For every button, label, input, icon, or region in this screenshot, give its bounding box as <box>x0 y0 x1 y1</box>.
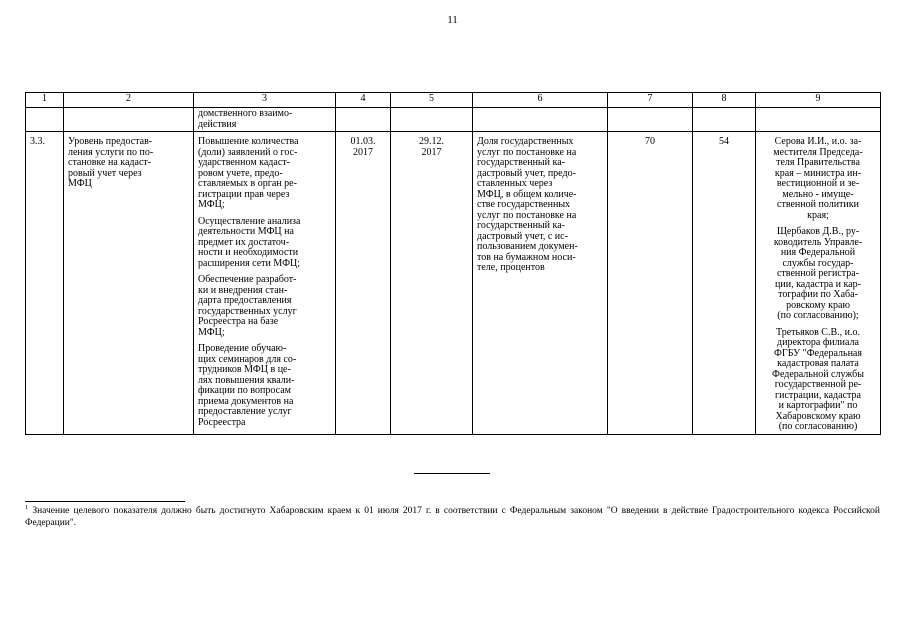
indicator-name: Уровень предостав- ления услуги по по- становке на кадаст- ровый учет через МФЦ <box>64 132 194 435</box>
table-row <box>26 132 881 435</box>
footnote-text: Значение целевого показателя должно быть достигнуто Хабаровским краем к 01 июля 2017 г. в соответствии с Федеральным законом "О введении в действие Градостроительного кодекса Российской Федерации". <box>25 506 881 528</box>
header-cell-3: 3 <box>194 93 336 108</box>
start-date: 01.03. 2017 <box>336 132 391 435</box>
footnote-marker: 1 <box>25 503 29 511</box>
responsible-person: Щербаков Д.В., ру- ководитель Управле- ния Федеральной службы государ- ственной регистра- ции, кадастра и кар- тографии по Хаба- ровскому краю (по согласованию); <box>773 226 863 321</box>
header-cell-1: 1 <box>26 93 64 108</box>
activity-item: Повышение количества (доли) заявлений о гос- ударственном кадаст- ровом учете, предо- ставляемых в орган ре- гистрации прав через МФЦ; <box>198 136 299 210</box>
activities-cell <box>194 132 336 435</box>
activity-item: Осуществление анализа деятельности МФЦ на предмет их достаточ- ности и необходимости расширения сети МФЦ; <box>198 215 301 269</box>
end-date: 29.12. 2017 <box>391 132 473 435</box>
activity-item: Обеспечение разработ- ки и внедрения стан- дарта предоставления государственных услуг Росреестра на базе МФЦ; <box>198 274 297 338</box>
header-cell-9: 9 <box>756 93 881 108</box>
header-cell-6: 6 <box>473 93 608 108</box>
activity-item: Проведение обучаю- щих семинаров для со- трудников МФЦ в це- лях повышения квали- фикации по вопросам приема документов на предоставление услуг Росреестра <box>198 343 297 428</box>
continuation-row <box>26 108 881 132</box>
page-number: 11 <box>447 14 458 26</box>
table-header-row <box>26 93 881 108</box>
continuation-activity-text: домственного взаимо- действия <box>194 108 336 132</box>
header-cell-4: 4 <box>336 93 391 108</box>
responsible-person: Серова И.И., и.о. за- местителя Председа- теля Правительства края – министра ин- вестиционной и зе- мельно - имуще- ственной политики края; <box>773 136 863 221</box>
value-col-8: 54 <box>693 132 756 435</box>
footnote-divider <box>25 501 185 502</box>
header-cell-5: 5 <box>391 93 473 108</box>
value-col-7: 70 <box>608 132 693 435</box>
row-number: 3.3. <box>26 132 64 435</box>
separator-line <box>414 473 490 474</box>
indicator-description: Доля государственных услуг по постановке на государственный ка- дастровый учет, предо- ставленных через МФЦ, в общем количе- стве государственных услуг по постановке на государственный ка- дастровый учет, с ис- пользованием докумен- тов на бумажном носи- теле, процентов <box>473 132 608 435</box>
responsible-cell <box>756 132 881 435</box>
header-cell-8: 8 <box>693 93 756 108</box>
footnote <box>25 503 881 529</box>
program-table <box>25 92 881 435</box>
header-cell-7: 7 <box>608 93 693 108</box>
header-cell-2: 2 <box>64 93 194 108</box>
responsible-person: Третьяков С.В., и.о. директора филиала ФГБУ "Федеральная кадастровая палата Федеральной службы государственной ре- гистрации, кадастра и картографии" по Хабаровскому краю (по согласованию) <box>772 326 864 432</box>
